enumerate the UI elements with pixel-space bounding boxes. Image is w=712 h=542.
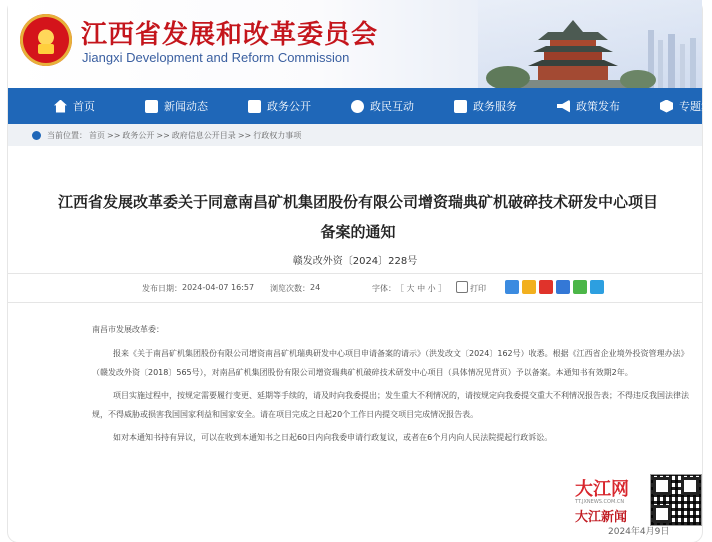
nav-item-label: 政务公开 <box>267 100 311 113</box>
nav-item-news[interactable] <box>145 88 208 124</box>
share-renren-icon[interactable] <box>556 280 570 294</box>
print-icon[interactable] <box>456 281 468 293</box>
document-number: 赣发改外资〔2024〕228号 <box>292 256 418 267</box>
share-plus-icon[interactable] <box>505 280 519 294</box>
article-title <box>48 187 668 247</box>
chat-icon <box>351 100 364 113</box>
breadcrumb <box>8 124 702 146</box>
service-icon <box>454 100 467 113</box>
nav-item-home[interactable] <box>54 88 95 124</box>
home-icon <box>54 100 67 113</box>
breadcrumb-separator: >> <box>156 130 170 140</box>
site-subtitle: Jiangxi Development and Reform Commission <box>82 50 350 65</box>
paragraph: 项目实施过程中，按规定需要履行变更、延期等手续的，请及时向我委提出；发生重大不利情况的，请按规定向我委提交重大不利情况报告表；不得违反我国法律法规，不得威胁或损害我国国家利益和国家安全。请在项目完成之日起20个工作日内提交项目完成情况报告表。 <box>92 391 689 419</box>
topic-icon <box>660 100 673 113</box>
nav-item-label: 新闻动态 <box>164 100 208 113</box>
paragraph: 如对本通知书持有异议，可以在收到本通知书之日起60日内向我委申请行政复议，或者在6个月内向人民法院提起行政诉讼。 <box>113 433 553 442</box>
nav-item-label: 政策发布 <box>576 100 620 113</box>
watermark-brand: 大江网 <box>575 479 629 500</box>
share-weibo-icon[interactable] <box>539 280 553 294</box>
font-size-switcher[interactable]: ［ 大 中 小 ］ <box>396 284 447 293</box>
main-nav <box>8 88 712 124</box>
article-body <box>92 344 692 447</box>
breadcrumb-link-catalog[interactable]: 政府信息公开目录 <box>171 130 236 140</box>
news-icon <box>145 100 158 113</box>
views-label: 浏览次数： <box>270 284 310 293</box>
publish-date-label: 发布日期： <box>142 284 182 293</box>
nav-item-label: 专题集 <box>679 100 712 113</box>
watermark-sub: 大江新闻 <box>575 510 628 525</box>
site-header <box>8 0 702 88</box>
nav-item-label: 首页 <box>73 100 95 113</box>
nav-item-topics[interactable] <box>660 88 712 124</box>
breadcrumb-link-home[interactable]: 首页 <box>89 130 105 140</box>
tengwang-pavilion-banner-image <box>478 0 702 88</box>
watermark-date: 2024年4月9日 <box>608 527 670 537</box>
breadcrumb-prefix: 当前位置： <box>47 130 87 140</box>
nav-item-policy[interactable] <box>557 88 620 124</box>
paragraph: 报来《关于南昌矿机集团股份有限公司增资南昌矿机瑞典研发中心项目申请备案的请示》（洪发改文〔2024〕162号）收悉。根据《江西省企业境外投资管理办法》（赣发改外资〔2018〕565号），对南昌矿机集团股份有限公司增资瑞典矿机破碎技术研发中心项目（具体情况见背页）予以备案。本通知书有效期2年。 <box>92 349 689 377</box>
share-other-icon[interactable] <box>590 280 604 294</box>
nav-item-open-gov[interactable] <box>248 88 311 124</box>
page-frame <box>8 0 712 542</box>
breadcrumb-link-open-gov[interactable]: 政务公开 <box>122 130 155 140</box>
views-count: 24 <box>310 283 321 292</box>
nav-item-service[interactable] <box>454 88 517 124</box>
article-title-line2: 备案的通知 <box>320 223 396 241</box>
article-title-line1: 江西省发展改革委关于同意南昌矿机集团股份有限公司增资瑞典矿机破碎技术研发中心项目 <box>57 193 658 211</box>
open-gov-icon <box>248 100 261 113</box>
breadcrumb-separator: >> <box>237 130 252 140</box>
national-emblem-icon <box>20 14 72 66</box>
nav-item-interaction[interactable] <box>351 88 414 124</box>
breadcrumb-link-admin-power[interactable]: 行政权力事项 <box>253 130 302 140</box>
watermark-site: TT.JXNEWS.COM.CN <box>575 499 625 505</box>
print-link[interactable]: 打印 <box>470 284 486 293</box>
share-qzone-icon[interactable] <box>522 280 536 294</box>
salutation: 南昌市发展改革委： <box>92 325 164 334</box>
font-size-label: 字体： <box>372 284 396 293</box>
breadcrumb-separator: >> <box>107 130 121 140</box>
article-meta-bar <box>8 273 702 303</box>
qr-code <box>650 474 702 526</box>
megaphone-icon <box>557 100 570 113</box>
site-title[interactable]: 江西省发展和改革委员会 <box>81 20 379 50</box>
nav-item-label: 政务服务 <box>473 100 517 113</box>
location-icon <box>32 131 41 140</box>
share-wechat-icon[interactable] <box>573 280 587 294</box>
nav-item-label: 政民互动 <box>370 100 414 113</box>
publish-date: 2024-04-07 16:57 <box>182 283 255 292</box>
